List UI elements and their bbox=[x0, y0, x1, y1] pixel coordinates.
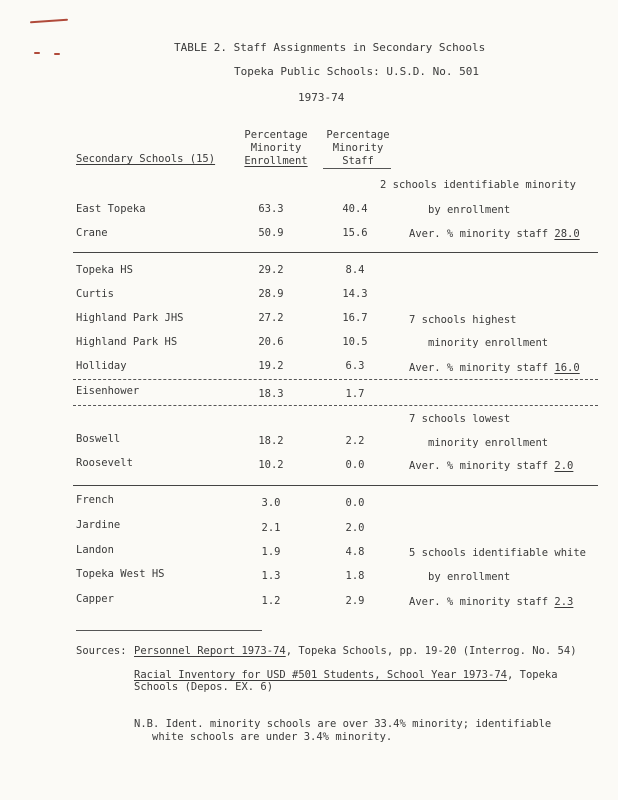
note-group4-line1: 5 schools identifiable white bbox=[409, 547, 587, 559]
row-enrollment: 18.2 bbox=[258, 435, 284, 447]
header-staff-l1: Percentage bbox=[326, 129, 390, 141]
row-enrollment: 50.9 bbox=[258, 227, 284, 239]
group-divider-dashed bbox=[73, 379, 598, 380]
header-staff bbox=[323, 129, 393, 168]
row-school: Highland Park HS bbox=[76, 336, 178, 348]
row-school: Topeka West HS bbox=[76, 568, 165, 580]
note-group3-line3: Aver. % minority staff 2.0 bbox=[409, 460, 574, 472]
source-2-line2: Schools (Depos. EX. 6) bbox=[134, 681, 274, 693]
row-staff: 2.9 bbox=[345, 595, 365, 607]
pen-mark bbox=[30, 19, 68, 24]
pen-mark bbox=[34, 52, 40, 54]
row-enrollment: 29.2 bbox=[258, 264, 284, 276]
row-school: French bbox=[76, 494, 114, 506]
row-staff: 8.4 bbox=[345, 264, 365, 276]
row-enrollment: 2.1 bbox=[261, 522, 281, 534]
row-staff: 16.7 bbox=[342, 312, 368, 324]
source-2: Racial Inventory for USD #501 Students, School Year 1973-74, Topeka bbox=[134, 669, 558, 681]
nb-line1: N.B. Ident. minority schools are over 33.4% minority; identifiable bbox=[134, 718, 552, 730]
row-staff: 15.6 bbox=[342, 227, 368, 239]
group-divider bbox=[73, 485, 598, 486]
row-enrollment: 28.9 bbox=[258, 288, 284, 300]
row-school: Capper bbox=[76, 593, 114, 605]
row-staff: 2.0 bbox=[345, 522, 365, 534]
group-divider-dashed bbox=[73, 405, 598, 406]
row-staff: 0.0 bbox=[345, 459, 365, 471]
row-staff: 40.4 bbox=[342, 203, 368, 215]
header-enrollment-l1: Percentage bbox=[244, 129, 308, 141]
row-staff: 4.8 bbox=[345, 546, 365, 558]
table-title: TABLE 2. Staff Assignments in Secondary Schools bbox=[174, 41, 486, 54]
sources-label: Sources: bbox=[76, 645, 127, 657]
row-staff: 0.0 bbox=[345, 497, 365, 509]
row-enrollment: 10.2 bbox=[258, 459, 284, 471]
nb-line2: white schools are under 3.4% minority. bbox=[152, 731, 393, 743]
source-1: Personnel Report 1973-74, Topeka Schools, pp. 19-20 (Interrog. No. 54) bbox=[134, 645, 577, 657]
row-staff: 1.7 bbox=[345, 388, 365, 400]
table-year: 1973-74 bbox=[298, 91, 345, 104]
note-group4-line3: Aver. % minority staff 2.3 bbox=[409, 596, 574, 608]
note-group2-line3: Aver. % minority staff 16.0 bbox=[409, 362, 580, 374]
header-enrollment-l2: Minority bbox=[250, 142, 302, 154]
row-enrollment: 18.3 bbox=[258, 388, 284, 400]
note-group1-line1: 2 schools identifiable minority bbox=[380, 179, 576, 191]
header-staff-l3: Staff bbox=[342, 155, 374, 167]
row-staff: 1.8 bbox=[345, 570, 365, 582]
header-rule bbox=[323, 168, 391, 169]
row-enrollment: 20.6 bbox=[258, 336, 284, 348]
row-staff: 2.2 bbox=[345, 435, 365, 447]
note-group1-line3: Aver. % minority staff 28.0 bbox=[409, 228, 580, 240]
row-enrollment: 63.3 bbox=[258, 203, 284, 215]
pen-mark bbox=[54, 53, 60, 55]
row-enrollment: 1.2 bbox=[261, 595, 281, 607]
note-group2-line2: minority enrollment bbox=[428, 337, 549, 349]
row-enrollment: 19.2 bbox=[258, 360, 284, 372]
row-enrollment: 1.3 bbox=[261, 570, 281, 582]
header-staff-l2: Minority bbox=[332, 142, 384, 154]
row-school: Eisenhower bbox=[76, 385, 140, 397]
note-group4-line2: by enrollment bbox=[428, 571, 511, 583]
row-staff: 10.5 bbox=[342, 336, 368, 348]
row-school: Landon bbox=[76, 544, 114, 556]
row-school: Jardine bbox=[76, 519, 121, 531]
group-divider bbox=[73, 252, 598, 253]
header-school: Secondary Schools (15) bbox=[76, 153, 216, 165]
row-enrollment: 3.0 bbox=[261, 497, 281, 509]
row-staff: 6.3 bbox=[345, 360, 365, 372]
header-enrollment-l3: Enrollment bbox=[244, 155, 308, 167]
row-school: Topeka HS bbox=[76, 264, 133, 276]
note-group2-line1: 7 schools highest bbox=[409, 314, 517, 326]
row-school: Roosevelt bbox=[76, 457, 133, 469]
note-group3-line1: 7 schools lowest bbox=[409, 413, 511, 425]
row-school: Boswell bbox=[76, 433, 121, 445]
row-school: Highland Park JHS bbox=[76, 312, 184, 324]
row-school: Curtis bbox=[76, 288, 114, 300]
row-enrollment: 1.9 bbox=[261, 546, 281, 558]
table-subtitle: Topeka Public Schools: U.S.D. No. 501 bbox=[234, 65, 480, 78]
row-school: Holliday bbox=[76, 360, 127, 372]
header-enrollment bbox=[236, 129, 316, 168]
row-school: East Topeka bbox=[76, 203, 146, 215]
row-enrollment: 27.2 bbox=[258, 312, 284, 324]
sources-rule bbox=[76, 630, 262, 631]
row-school: Crane bbox=[76, 227, 108, 239]
note-group1-line2: by enrollment bbox=[428, 204, 511, 216]
note-group3-line2: minority enrollment bbox=[428, 437, 549, 449]
row-staff: 14.3 bbox=[342, 288, 368, 300]
